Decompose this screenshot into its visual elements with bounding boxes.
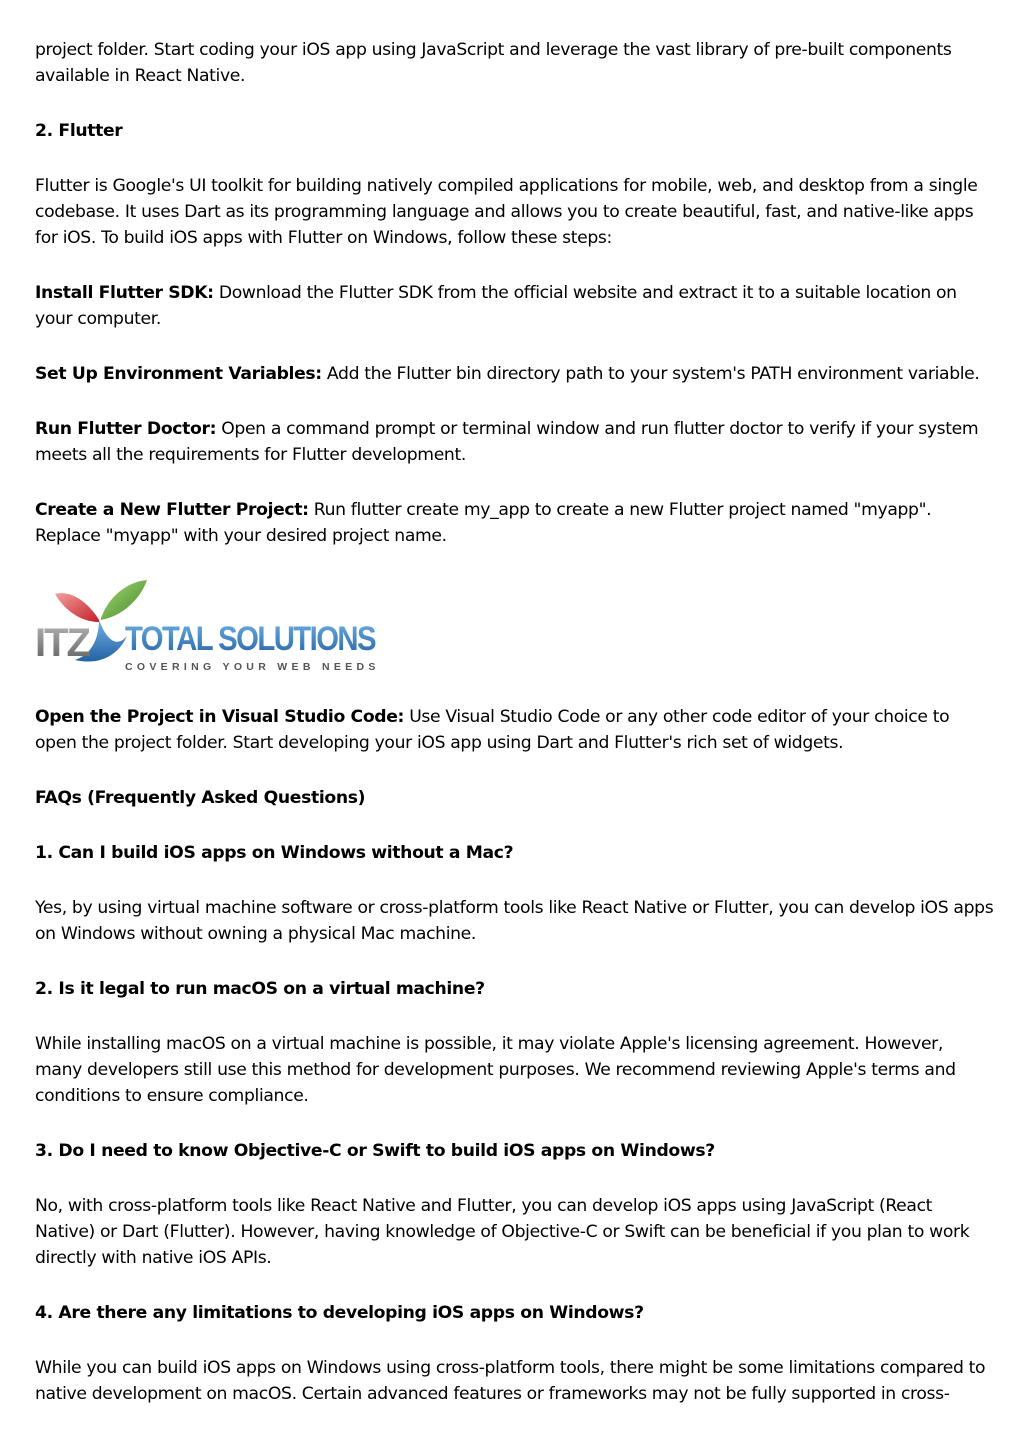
- document-page: [35, 37, 995, 1436]
- faqs-heading: FAQs (Frequently Asked Questions): [35, 788, 366, 808]
- faq-answer: While you can build iOS apps on Windows using cross-platform tools, there might be some limitations compared to native development on macOS. Certain advanced features or frameworks may not be fully supported in cross-: [35, 1358, 986, 1404]
- step-text: Download the Flutter SDK from the official website and extract it to a suitable location on your computer.: [35, 283, 957, 329]
- step-text: Run flutter create my_app to create a new Flutter project named "myapp". Replace "myapp" with your desired project name.: [35, 500, 932, 546]
- step-label: Run Flutter Doctor:: [35, 419, 217, 439]
- step-text: Add the Flutter bin directory path to your system's PATH environment variable.: [321, 364, 980, 384]
- faq-question: 3. Do I need to know Objective-C or Swift to build iOS apps on Windows?: [35, 1141, 715, 1161]
- faq-question: 4. Are there any limitations to developing iOS apps on Windows?: [35, 1303, 644, 1323]
- faq-answer: While installing macOS on a virtual machine is possible, it may violate Apple's licensing agreement. However, many developers still use this method for development purposes. We recommend reviewing Apple's terms and conditions to ensure compliance.: [35, 1034, 956, 1106]
- step-text: Open a command prompt or terminal window and run flutter doctor to verify if your system meets all the requirements for Flutter development.: [35, 419, 979, 465]
- step-env-variables: [35, 361, 995, 387]
- step-install-sdk: [35, 280, 995, 332]
- step-label: Install Flutter SDK:: [35, 283, 214, 303]
- step-flutter-doctor: [35, 416, 995, 468]
- logo-graphic: [35, 574, 385, 684]
- faq-question: 1. Can I build iOS apps on Windows without a Mac?: [35, 843, 514, 863]
- step-label: Set Up Environment Variables:: [35, 364, 322, 384]
- step-label: Open the Project in Visual Studio Code:: [35, 707, 405, 727]
- logo-brand-right: TOTAL SOLUTIONS: [125, 620, 376, 658]
- faq-question: 2. Is it legal to run macOS on a virtual machine?: [35, 979, 485, 999]
- red-leaf-icon: [55, 593, 99, 622]
- step-open-project: [35, 704, 995, 756]
- faq-answer: Yes, by using virtual machine software or cross-platform tools like React Native or Flutter, you can develop iOS apps on Windows without owning a physical Mac machine.: [35, 898, 994, 944]
- logo-brand-left: ITZ: [35, 621, 89, 665]
- intro-paragraph: project folder. Start coding your iOS app using JavaScript and leverage the vast library of pre-built components available in React Native.: [35, 40, 952, 86]
- step-create-project: [35, 497, 995, 549]
- logo-tagline: COVERING YOUR WEB NEEDS: [125, 661, 376, 673]
- flutter-description: Flutter is Google's UI toolkit for building natively compiled applications for mobile, web, and desktop from a single codebase. It uses Dart as its programming language and allows you to create beautiful, fast, and native-like apps for iOS. To build iOS apps with Flutter on Windows, follow these steps:: [35, 176, 978, 248]
- green-leaf-icon: [101, 580, 147, 620]
- faq-answer: No, with cross-platform tools like React Native and Flutter, you can develop iOS apps using JavaScript (React Native) or Dart (Flutter). However, having knowledge of Objective-C or Swift can be beneficial if you plan to work directly with native iOS APIs.: [35, 1196, 970, 1268]
- step-label: Create a New Flutter Project:: [35, 500, 309, 520]
- step-text: Use Visual Studio Code or any other code editor of your choice to open the project folder. Start developing your iOS app using Dart and Flutter's rich set of widgets.: [35, 707, 950, 753]
- flutter-heading: 2. Flutter: [35, 121, 123, 141]
- itz-total-solutions-logo: [35, 574, 385, 684]
